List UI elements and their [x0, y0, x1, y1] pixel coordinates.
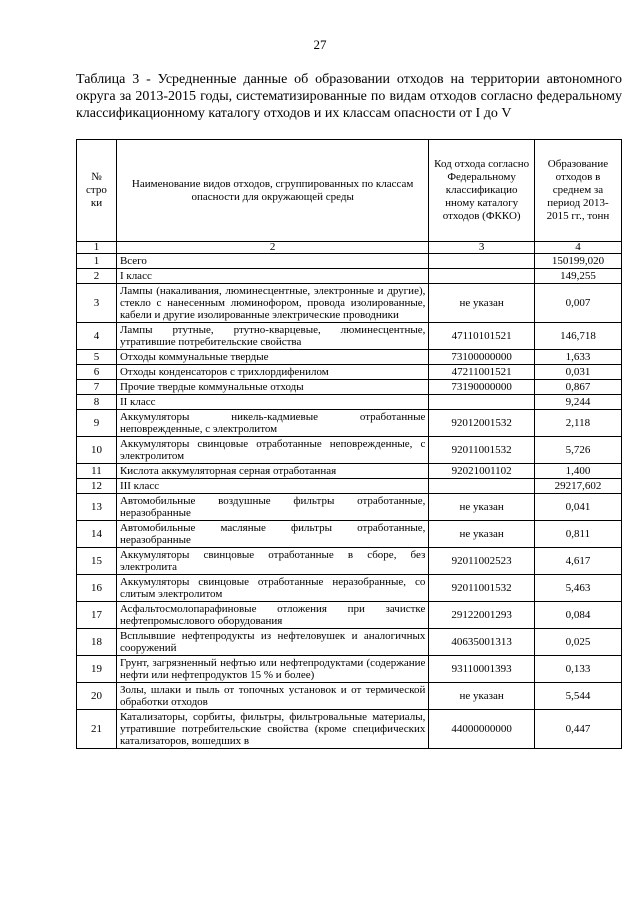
fkko-code-cell: 92011001532 [429, 575, 535, 602]
fkko-code-cell: не указан [429, 521, 535, 548]
waste-name-cell: III класс [116, 479, 428, 494]
waste-name-cell: Отходы коммунальные твердые [116, 350, 428, 365]
amount-cell: 29217,602 [534, 479, 621, 494]
row-number-cell: 15 [77, 548, 117, 575]
waste-name-cell: II класс [116, 395, 428, 410]
amount-cell: 1,400 [534, 464, 621, 479]
amount-cell: 0,084 [534, 602, 621, 629]
fkko-code-cell: 92012001532 [429, 410, 535, 437]
table-row [77, 494, 622, 521]
column-numbers-row [77, 242, 622, 254]
fkko-code-cell: 40635001313 [429, 629, 535, 656]
table-row [77, 395, 622, 410]
table-row [77, 284, 622, 323]
row-number-cell: 6 [77, 365, 117, 380]
waste-name-cell: Всего [116, 254, 428, 269]
amount-cell: 0,031 [534, 365, 621, 380]
row-number-cell: 5 [77, 350, 117, 365]
row-number-cell: 3 [77, 284, 117, 323]
table-row [77, 479, 622, 494]
row-number-cell: 17 [77, 602, 117, 629]
row-number-cell: 16 [77, 575, 117, 602]
amount-cell: 5,544 [534, 683, 621, 710]
table-row [77, 629, 622, 656]
header-amount: Образование отходов в среднем за период 2013-2015 гг., тонн [534, 140, 621, 242]
table-row [77, 365, 622, 380]
row-number-cell: 18 [77, 629, 117, 656]
table-row [77, 656, 622, 683]
waste-name-cell: Лампы (накаливания, люминесцентные, электронные и другие), стекло с нанесенным люминофором, провода изолированные, кабели и другие изолированные электрические проводники [116, 284, 428, 323]
amount-cell: 0,007 [534, 284, 621, 323]
table-caption: Таблица 3 - Усредненные данные об образовании отходов на территории автономного округа за 2013-2015 годы, систематизированные по видам отходов согласно федеральному классификационному каталогу отходов и их классам опасности от I до V [76, 72, 622, 121]
row-number-cell: 7 [77, 380, 117, 395]
waste-name-cell: Автомобильные масляные фильтры отработанные, неразобранные [116, 521, 428, 548]
table-row [77, 323, 622, 350]
fkko-code-cell: не указан [429, 284, 535, 323]
table-row [77, 683, 622, 710]
table-row [77, 464, 622, 479]
table-row [77, 710, 622, 749]
fkko-code-cell: 44000000000 [429, 710, 535, 749]
table-row [77, 254, 622, 269]
fkko-code-cell [429, 395, 535, 410]
fkko-code-cell: не указан [429, 683, 535, 710]
table-row [77, 380, 622, 395]
waste-name-cell: Катализаторы, сорбиты, фильтры, фильтровальные материалы, утратившие потребительские свойства (кроме специфических катализаторов, вошедших в [116, 710, 428, 749]
row-number-cell: 8 [77, 395, 117, 410]
header-fkko-code: Код отхода согласно Федеральному классификацио нному каталогу отходов (ФККО) [429, 140, 535, 242]
fkko-code-cell: 92011002523 [429, 548, 535, 575]
fkko-code-cell: 92011001532 [429, 437, 535, 464]
waste-name-cell: Лампы ртутные, ртутно-кварцевые, люминесцентные, утратившие потребительские свойства [116, 323, 428, 350]
waste-name-cell: Асфальтосмолопарафиновые отложения при зачистке нефтепромыслового оборудования [116, 602, 428, 629]
fkko-code-cell [429, 479, 535, 494]
row-number-cell: 2 [77, 269, 117, 284]
row-number-cell: 21 [77, 710, 117, 749]
waste-name-cell: Аккумуляторы свинцовые отработанные неповрежденные, с электролитом [116, 437, 428, 464]
column-number: 1 [77, 242, 117, 254]
table-header-row [77, 140, 622, 242]
amount-cell: 0,133 [534, 656, 621, 683]
fkko-code-cell: 47110101521 [429, 323, 535, 350]
table-row [77, 521, 622, 548]
amount-cell: 146,718 [534, 323, 621, 350]
waste-table [76, 139, 622, 749]
amount-cell: 149,255 [534, 269, 621, 284]
table-row [77, 602, 622, 629]
amount-cell: 0,811 [534, 521, 621, 548]
row-number-cell: 10 [77, 437, 117, 464]
table-row [77, 350, 622, 365]
fkko-code-cell [429, 269, 535, 284]
fkko-code-cell: не указан [429, 494, 535, 521]
row-number-cell: 1 [77, 254, 117, 269]
waste-name-cell: Всплывшие нефтепродукты из нефтеловушек и аналогичных сооружений [116, 629, 428, 656]
amount-cell: 4,617 [534, 548, 621, 575]
waste-name-cell: Отходы конденсаторов с трихлордифенилом [116, 365, 428, 380]
fkko-code-cell: 29122001293 [429, 602, 535, 629]
table-row [77, 575, 622, 602]
fkko-code-cell: 47211001521 [429, 365, 535, 380]
column-number: 4 [534, 242, 621, 254]
amount-cell: 9,244 [534, 395, 621, 410]
header-row-number: № стро ки [77, 140, 117, 242]
waste-name-cell: Кислота аккумуляторная серная отработанная [116, 464, 428, 479]
waste-name-cell: I класс [116, 269, 428, 284]
fkko-code-cell [429, 254, 535, 269]
waste-name-cell: Аккумуляторы свинцовые отработанные в сборе, без электролита [116, 548, 428, 575]
row-number-cell: 19 [77, 656, 117, 683]
waste-name-cell: Аккумуляторы свинцовые отработанные неразобранные, со слитым электролитом [116, 575, 428, 602]
amount-cell: 5,463 [534, 575, 621, 602]
row-number-cell: 13 [77, 494, 117, 521]
row-number-cell: 20 [77, 683, 117, 710]
row-number-cell: 11 [77, 464, 117, 479]
waste-name-cell: Аккумуляторы никель-кадмиевые отработанные неповрежденные, с электролитом [116, 410, 428, 437]
amount-cell: 0,867 [534, 380, 621, 395]
row-number-cell: 14 [77, 521, 117, 548]
table-row [77, 269, 622, 284]
amount-cell: 2,118 [534, 410, 621, 437]
waste-name-cell: Золы, шлаки и пыль от топочных установок и от термической обработки отходов [116, 683, 428, 710]
header-waste-name: Наименование видов отходов, сгруппированных по классам опасности для окружающей среды [116, 140, 428, 242]
waste-name-cell: Автомобильные воздушные фильтры отработанные, неразобранные [116, 494, 428, 521]
amount-cell: 5,726 [534, 437, 621, 464]
row-number-cell: 9 [77, 410, 117, 437]
waste-name-cell: Грунт, загрязненный нефтью или нефтепродуктами (содержание нефти или нефтепродуктов 15 % и более) [116, 656, 428, 683]
fkko-code-cell: 92021001102 [429, 464, 535, 479]
amount-cell: 0,025 [534, 629, 621, 656]
fkko-code-cell: 73100000000 [429, 350, 535, 365]
table-row [77, 437, 622, 464]
amount-cell: 1,633 [534, 350, 621, 365]
amount-cell: 0,447 [534, 710, 621, 749]
row-number-cell: 12 [77, 479, 117, 494]
amount-cell: 150199,020 [534, 254, 621, 269]
table-row [77, 548, 622, 575]
waste-name-cell: Прочие твердые коммунальные отходы [116, 380, 428, 395]
column-number: 3 [429, 242, 535, 254]
row-number-cell: 4 [77, 323, 117, 350]
amount-cell: 0,041 [534, 494, 621, 521]
page-number: 27 [313, 37, 327, 52]
fkko-code-cell: 73190000000 [429, 380, 535, 395]
fkko-code-cell: 93110001393 [429, 656, 535, 683]
table-row [77, 410, 622, 437]
column-number: 2 [116, 242, 428, 254]
